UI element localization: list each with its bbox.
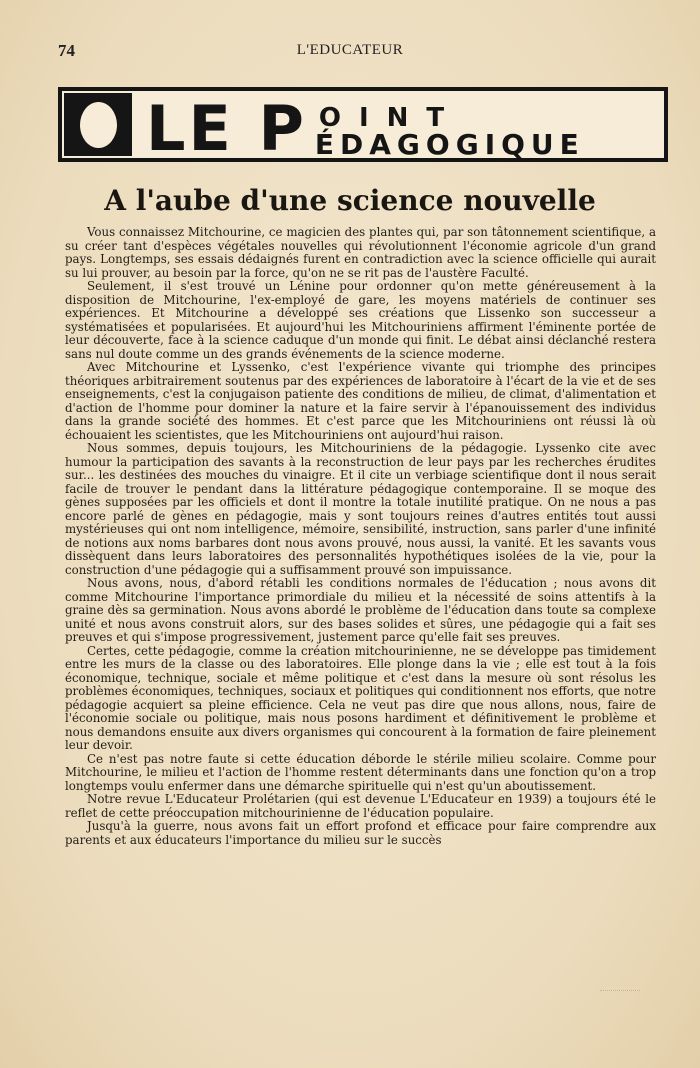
paragraph: Jusqu'à la guerre, nous avons fait un effort profond et efficace pour faire comprendre aux parents et aux éducateurs l'importance du milieu sur le succès xyxy=(65,819,656,847)
banner-title-part2 xyxy=(315,105,585,159)
paragraph: Avec Mitchourine et Lyssenko, c'est l'expérience vivante qui triomphe des principes théoriques arbitrairement soutenus par des expériences de laboratoire à l'écart de la vie et de ses enseignements, c'est la conjugaison patiente des conditions de milieu, de climat, d'alimentation et d'action de l'homme pour dominer la nature et la faire servir à l'épanouissement des individus dans la grande société des hommes. Et c'est parce que les Mitchouriniens ont réussi là où échouaient les scientistes, que les Mitchouriniens ont aujourd'hui raison. xyxy=(65,360,656,442)
running-head: L'EDUCATEUR xyxy=(296,42,404,58)
article-title: A l'aube d'une science nouvelle xyxy=(104,184,596,217)
section-banner xyxy=(58,87,668,162)
paper-mark xyxy=(600,990,640,997)
paragraph: Certes, cette pédagogie, comme la création mitchourinienne, ne se développe pas timidement entre les murs de la classe ou des laboratoires. Elle plonge dans la vie ; elle est tout à la fois économique, technique, sociale et même politique et c'est dans la mesure où sont résolus les problèmes économiques, techniques, sociaux et politiques qui conditionnent nos efforts, que notre pédagogie acquiert sa pleine efficience. Cela ne veut pas dire que nous allons, nous, faire de l'économie sociale ou politique, mais nous posons hardiment et définitivement le problème et nous demandons ensuite aux divers organismes qui concourent à la formation de faire pleinement leur devoir. xyxy=(65,643,656,752)
banner-title xyxy=(146,93,666,159)
paragraph: Notre revue L'Educateur Prolétarien (qui est devenue L'Educateur en 1939) a toujours été le reflet de cette préoccupation mitchourinienne de l'éducation populaire. xyxy=(65,792,656,820)
banner-title-line2-rest: ÉDAGOGIQUE xyxy=(314,128,585,159)
paragraph: Ce n'est pas notre faute si cette éducation déborde le stérile milieu scolaire. Comme pour Mitchourine, le milieu et l'action de l'homme restent déterminants dans une fonction qu'on a trop longtemps voulu enfermer dans une démarche spirituelle qui n'est qu'un aboutissement. xyxy=(65,751,656,793)
banner-o-logo xyxy=(64,93,132,156)
paragraph: Nous avons, nous, d'abord rétabli les conditions normales de l'éducation ; nous avons dit comme Mitchourine l'importance primordiale du milieu et la nécessité de soins attentifs à la graine dès sa germination. Nous avons abordé le problème de l'éducation dans toute sa complexe unité et nous avons construit alors, sur des bases solides et sûres, une pédagogie qui a fait ses preuves et qui s'impose progressivement, justement parce qu'elle fait ses preuves. xyxy=(65,576,656,644)
paragraph: Seulement, il s'est trouvé un Lénine pour ordonner qu'on mette généreusement à la disposition de Mitchourine, l'ex-employé de gare, les moyens matériels de continuer ses expériences. Et Mitchourine a développé ses créations que Lissenko son successeur a systématisées et popularisées. Et aujourd'hui les Mitchouriniens affirment l'éminente portée de leur découverte, face à la science caduque d'un monde qui finit. Le débat ainsi déclanché restera sans nul doute comme un des grands événements de la science moderne. xyxy=(65,279,656,361)
paragraph: Nous sommes, depuis toujours, les Mitchouriniens de la pédagogie. Lyssenko cite avec humour la participation des savants à la reconstruction de leur pays par les recherches érudites sur... les destinées des mouches du vinaigre. Et il cite un verbiage scientifique dont il nous serait facile de trouver le pendant dans la littérature pédagogique contemporaine. Il se moque des gènes supposées par les officiels et dont il montre la totale inutilité pratique. On ne nous a pas encore parlé de gènes en pédagogie, mais y sont toujours reines d'autres entités tout aussi mystérieuses qui ont nom intelligence, mémoire, sensibilité, instruction, sans parler d'une infinité de notions aux noms barbares dont nous avons prouvé, nous aussi, la vanité. Et les savants vous dissèquent dans leurs laboratoires des personnalités hypothétiques isolées de la vie, pour la construction d'une pédagogie qui a suffisamment prouvé son impuissance. xyxy=(65,441,656,577)
paragraph: Vous connaissez Mitchourine, ce magicien des plantes qui, par son tâtonnement scientifique, a su créer tant d'espèces végétales nouvelles qui révolutionnent l'économie agricole d'un grand pays. Longtemps, ses essais dédaignés furent en contradiction avec la science officielle qui aurait su lui prouver, au besoin par la force, qu'on ne se rit pas de l'austère Faculté. xyxy=(65,225,656,280)
banner-title-part1: LE P xyxy=(146,93,307,159)
page-number: 74 xyxy=(58,41,75,60)
banner-title-line1-rest: OINT xyxy=(318,103,463,133)
article-body xyxy=(65,226,656,847)
